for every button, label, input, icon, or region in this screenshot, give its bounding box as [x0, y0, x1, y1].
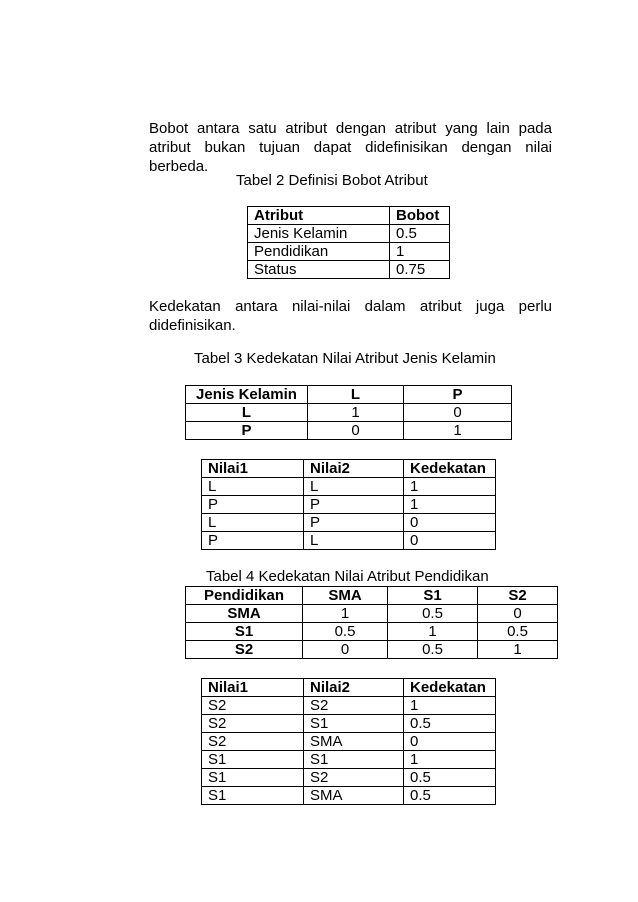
- table-cell: 0.5: [388, 605, 478, 623]
- table-cell: Jenis Kelamin: [248, 225, 390, 243]
- paragraph-line: didefinisikan.: [149, 317, 236, 334]
- table-cell: 0: [308, 422, 404, 440]
- table-cell: L: [202, 478, 304, 496]
- table-header-row: [186, 386, 512, 404]
- table-cell: S2: [202, 715, 304, 733]
- table-header-cell: Nilai1: [202, 460, 304, 478]
- table-cell: 1: [390, 243, 450, 261]
- table-header-row: [248, 207, 450, 225]
- table-cell: P: [202, 532, 304, 550]
- table-row: [202, 787, 496, 805]
- table-cell: Pendidikan: [248, 243, 390, 261]
- table-cell: 1: [404, 496, 496, 514]
- table-cell: 1: [404, 751, 496, 769]
- table-cell: S2: [304, 697, 404, 715]
- table3-caption: Tabel 3 Kedekatan Nilai Atribut Jenis Kelamin: [194, 350, 496, 367]
- table-cell: S2: [202, 697, 304, 715]
- table-cell: 0: [404, 514, 496, 532]
- table-row: [186, 404, 512, 422]
- table-cell: S2: [202, 733, 304, 751]
- table-cell: SMA: [304, 733, 404, 751]
- table-cell: 0.5: [404, 787, 496, 805]
- table-cell: 1: [308, 404, 404, 422]
- table-header-row: [202, 460, 496, 478]
- table-header-row: [202, 679, 496, 697]
- table2-caption: Tabel 2 Definisi Bobot Atribut: [236, 172, 428, 189]
- table-header-cell: P: [404, 386, 512, 404]
- table3-pairs: [201, 459, 496, 550]
- table-row: [248, 225, 450, 243]
- table-cell: P: [202, 496, 304, 514]
- table-cell: 0: [404, 733, 496, 751]
- table-cell: 0.5: [478, 623, 558, 641]
- table-row: [186, 605, 558, 623]
- table-cell: SMA: [304, 787, 404, 805]
- table-header-cell: Bobot: [390, 207, 450, 225]
- table-header-cell: Kedekatan: [404, 460, 496, 478]
- table-row: [202, 697, 496, 715]
- table-cell: 1: [303, 605, 388, 623]
- table-header-cell: Nilai2: [304, 460, 404, 478]
- table-row: [202, 496, 496, 514]
- table-row: [248, 261, 450, 279]
- table-cell: L: [304, 532, 404, 550]
- table-cell: 0: [478, 605, 558, 623]
- table-cell: 0: [303, 641, 388, 659]
- table-header-cell: S2: [478, 587, 558, 605]
- table-header-cell: Pendidikan: [186, 587, 303, 605]
- table-row: [202, 532, 496, 550]
- table-cell: 1: [404, 422, 512, 440]
- table-row: [202, 514, 496, 532]
- table-cell: L: [304, 478, 404, 496]
- table-cell: 1: [404, 697, 496, 715]
- table-row: [248, 243, 450, 261]
- table2-bobot-atribut: [247, 206, 450, 279]
- table-row: [202, 715, 496, 733]
- table-row-header: S1: [186, 623, 303, 641]
- table-cell: S1: [202, 769, 304, 787]
- table-header-cell: Nilai1: [202, 679, 304, 697]
- table-row: [186, 641, 558, 659]
- table-cell: P: [304, 496, 404, 514]
- table-header-cell: SMA: [303, 587, 388, 605]
- paragraph-line: atribut bukan tujuan dapat didefinisikan dengan nilai: [149, 139, 552, 156]
- table-row-header: P: [186, 422, 308, 440]
- table-cell: S1: [304, 751, 404, 769]
- table-header-cell: Jenis Kelamin: [186, 386, 308, 404]
- table-row: [186, 623, 558, 641]
- table-cell: 1: [404, 478, 496, 496]
- table-cell: 0: [404, 532, 496, 550]
- table-cell: 0: [404, 404, 512, 422]
- paragraph-line: Kedekatan antara nilai-nilai dalam atribut juga perlu: [149, 298, 552, 315]
- table-header-cell: Atribut: [248, 207, 390, 225]
- table4-caption: Tabel 4 Kedekatan Nilai Atribut Pendidikan: [206, 568, 489, 585]
- table-row: [202, 478, 496, 496]
- table-cell: 0.5: [404, 769, 496, 787]
- table-header-cell: Nilai2: [304, 679, 404, 697]
- table-cell: S1: [202, 751, 304, 769]
- table-cell: 0.5: [404, 715, 496, 733]
- table-cell: 0.5: [388, 641, 478, 659]
- table-row: [202, 733, 496, 751]
- table-cell: 0.5: [303, 623, 388, 641]
- table-cell: L: [202, 514, 304, 532]
- table-header-cell: S1: [388, 587, 478, 605]
- table4-pairs: [201, 678, 496, 805]
- table-row-header: SMA: [186, 605, 303, 623]
- table-cell: S2: [304, 769, 404, 787]
- paragraph-kedekatan: [149, 297, 552, 335]
- table-row-header: L: [186, 404, 308, 422]
- table-row: [202, 769, 496, 787]
- table-row: [202, 751, 496, 769]
- table-row: [186, 422, 512, 440]
- table-cell: 0.5: [390, 225, 450, 243]
- table-header-cell: L: [308, 386, 404, 404]
- table-cell: Status: [248, 261, 390, 279]
- table-cell: P: [304, 514, 404, 532]
- paragraph-line: berbeda.: [149, 158, 209, 175]
- table-header-cell: Kedekatan: [404, 679, 496, 697]
- table-row-header: S2: [186, 641, 303, 659]
- paragraph-line: Bobot antara satu atribut dengan atribut yang lain pada: [149, 120, 552, 137]
- table-cell: 0.75: [390, 261, 450, 279]
- table-header-row: [186, 587, 558, 605]
- table-cell: S1: [304, 715, 404, 733]
- table-cell: S1: [202, 787, 304, 805]
- table3-jenis-kelamin: [185, 385, 512, 440]
- table-cell: 1: [478, 641, 558, 659]
- table4-pendidikan: [185, 586, 558, 659]
- table-cell: 1: [388, 623, 478, 641]
- paragraph-bobot: [149, 119, 552, 176]
